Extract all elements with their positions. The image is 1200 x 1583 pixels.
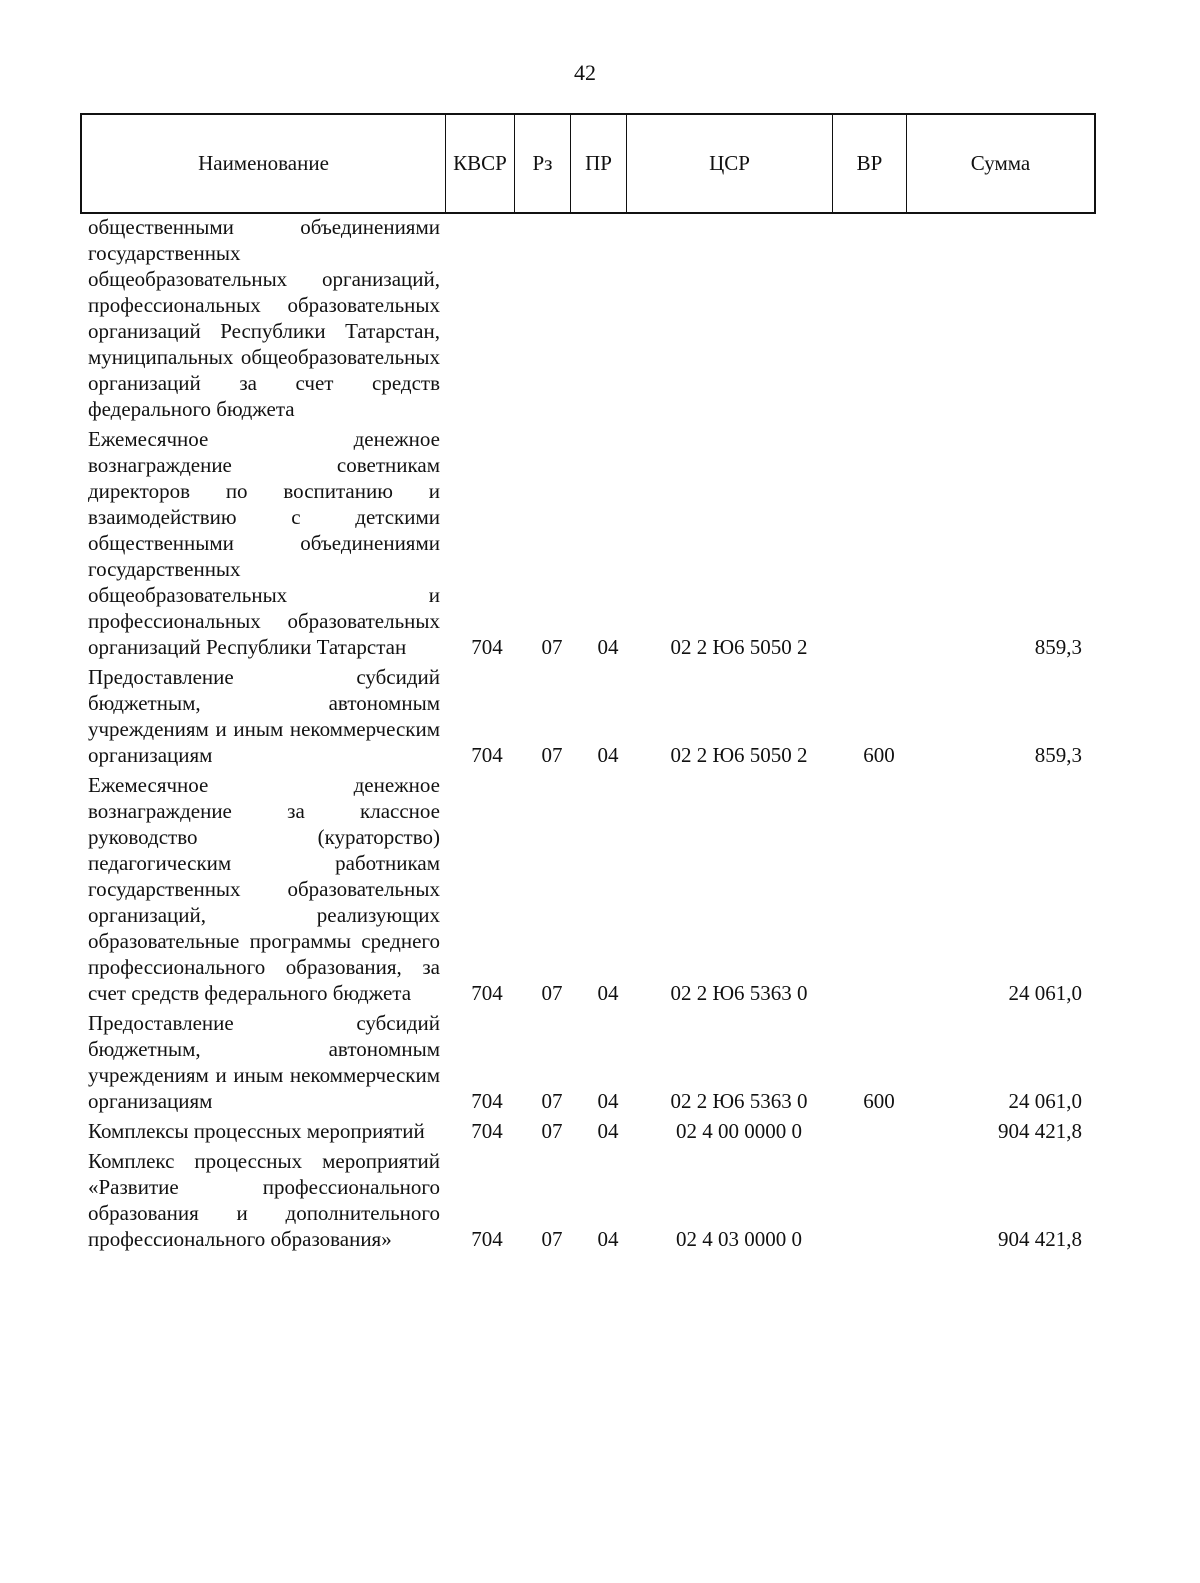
row-rz: 07 bbox=[541, 1089, 563, 1113]
row-csr: 02 2 Ю6 5363 0 bbox=[670, 1089, 808, 1113]
row-rz: 07 bbox=[541, 1119, 563, 1143]
row-pr: 04 bbox=[597, 1119, 619, 1143]
row-sum: 904 421,8 bbox=[998, 1119, 1082, 1143]
row-sum: 859,3 bbox=[1034, 635, 1082, 659]
row-rz: 07 bbox=[541, 743, 563, 767]
row-pr: 04 bbox=[597, 1089, 619, 1113]
row-name: Предоставление субсидий бюджетным, автономным учреждениям и иным некоммерческим организациям bbox=[88, 665, 440, 767]
table-row bbox=[80, 426, 1096, 660]
header-pr: ПР bbox=[571, 115, 627, 212]
row-pr: 04 bbox=[597, 981, 619, 1005]
table-row bbox=[80, 664, 1096, 768]
row-name: общественными объединениями государственных общеобразовательных организаций, профессиональных образовательных организаций Республики Татарстан, муниципальных общеобразовательных организаций за счет средств федерального бюджета bbox=[88, 215, 440, 421]
table-row bbox=[80, 1010, 1096, 1114]
row-kvsr: 704 bbox=[471, 1119, 503, 1143]
row-name: Комплексы процессных мероприятий bbox=[88, 1119, 425, 1143]
table-row bbox=[80, 214, 1096, 422]
row-pr: 04 bbox=[597, 1227, 619, 1251]
row-rz: 07 bbox=[541, 635, 563, 659]
row-pr: 04 bbox=[597, 743, 619, 767]
row-rz: 07 bbox=[541, 1227, 563, 1251]
row-csr: 02 4 03 0000 0 bbox=[676, 1227, 802, 1251]
row-csr: 02 4 00 0000 0 bbox=[676, 1119, 802, 1143]
table-row bbox=[80, 772, 1096, 1006]
row-csr: 02 2 Ю6 5363 0 bbox=[670, 981, 808, 1005]
row-name: Ежемесячное денежное вознаграждение за классное руководство (кураторство) педагогическим работникам государственных образовательных организаций, реализующих образовательные программы среднего профессионального образования, за счет средств федерального бюджета bbox=[88, 773, 440, 1005]
row-vr: 600 bbox=[863, 743, 895, 767]
header-csr: ЦСР bbox=[627, 115, 833, 212]
header-kvsr: КВСР bbox=[446, 115, 515, 212]
row-sum: 24 061,0 bbox=[1008, 981, 1082, 1005]
table-body bbox=[80, 214, 1096, 1256]
row-kvsr: 704 bbox=[471, 1089, 503, 1113]
row-name: Ежемесячное денежное вознаграждение советникам директоров по воспитанию и взаимодействию с детскими общественными объединениями государственных общеобразовательных и профессиональных образовательных организаций Республики Татарстан bbox=[88, 427, 440, 659]
row-sum: 904 421,8 bbox=[998, 1227, 1082, 1251]
row-name: Комплекс процессных мероприятий «Развитие профессионального образования и дополнительного профессионального образования» bbox=[88, 1149, 440, 1251]
header-vr: ВР bbox=[833, 115, 907, 212]
table-row bbox=[80, 1118, 1096, 1144]
row-rz: 07 bbox=[541, 981, 563, 1005]
row-kvsr: 704 bbox=[471, 743, 503, 767]
header-name: Наименование bbox=[82, 115, 446, 212]
row-sum: 859,3 bbox=[1034, 743, 1082, 767]
row-csr: 02 2 Ю6 5050 2 bbox=[670, 743, 808, 767]
row-sum: 24 061,0 bbox=[1008, 1089, 1082, 1113]
row-name: Предоставление субсидий бюджетным, автономным учреждениям и иным некоммерческим организациям bbox=[88, 1011, 440, 1113]
table-header bbox=[80, 113, 1096, 214]
table-row bbox=[80, 1148, 1096, 1252]
row-csr: 02 2 Ю6 5050 2 bbox=[670, 635, 808, 659]
header-rz: Рз bbox=[515, 115, 571, 212]
page-number: 42 bbox=[574, 60, 596, 85]
row-kvsr: 704 bbox=[471, 981, 503, 1005]
header-sum: Сумма bbox=[970, 151, 1031, 175]
row-kvsr: 704 bbox=[471, 1227, 503, 1251]
row-vr: 600 bbox=[863, 1089, 895, 1113]
row-kvsr: 704 bbox=[471, 635, 503, 659]
row-pr: 04 bbox=[597, 635, 619, 659]
